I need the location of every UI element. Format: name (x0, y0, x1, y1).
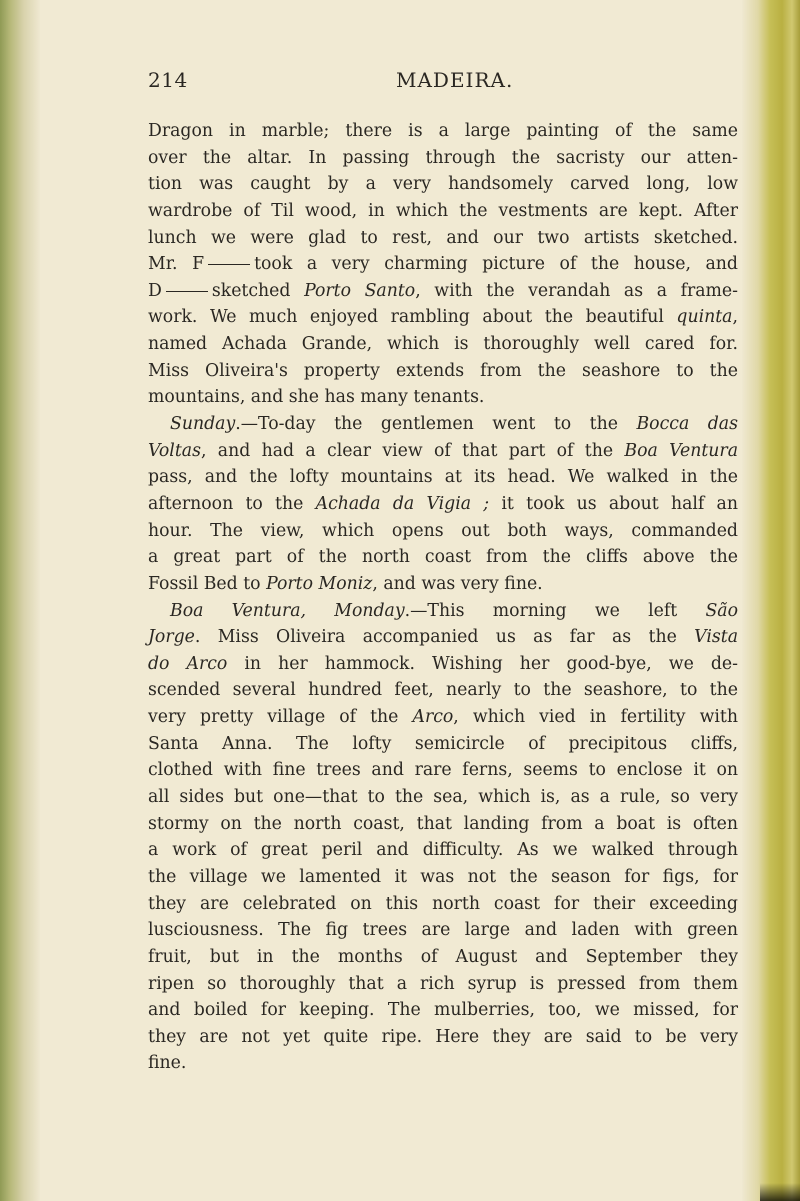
text-line: pass, and the lofty mountains at its head. We walked in the (148, 467, 738, 488)
text-line: the village we lamented it was not the season for figs, for (148, 866, 738, 887)
page-corner-shadow (760, 1183, 800, 1201)
text-line: Jorge. Miss Oliveira accompanied us as far as the Vista (148, 627, 738, 648)
text-line: scended several hundred feet, nearly to the seashore, to the (148, 680, 738, 701)
text-line: a great part of the north coast from the cliffs above the (148, 547, 738, 568)
text-line: they are not yet quite ripe. Here they are said to be very (148, 1026, 738, 1047)
text-line: lunch we were glad to rest, and our two artists sketched. (148, 227, 738, 248)
text-line: Boa Ventura, Monday.—This morning we left São (170, 600, 738, 621)
text-line: lusciousness. The fig trees are large and laden with green (148, 920, 738, 941)
text-line: named Achada Grande, which is thoroughly well cared for. (148, 334, 738, 355)
text-line: a work of great peril and difficulty. As we walked through (148, 840, 738, 861)
text-line: ripen so thoroughly that a rich syrup is pressed from them (148, 973, 738, 994)
text-line: Voltas, and had a clear view of that part of the Boa Ventura (148, 440, 738, 461)
text-line: mountains, and she has many tenants. (148, 387, 485, 408)
text-line: Sunday.—To-day the gentlemen went to the Bocca das (170, 414, 738, 435)
text-line: D sketched Porto Santo, with the verandah as a frame- (148, 280, 738, 301)
name-dash (166, 291, 208, 292)
text-line: do Arco in her hammock. Wishing her good-bye, we de- (148, 653, 738, 674)
running-head: MADEIRA. (396, 68, 514, 92)
page-number: 214 (148, 68, 188, 92)
right-page-edge (742, 0, 800, 1201)
text-line: all sides but one—that to the sea, which is, as a rule, so very (148, 787, 738, 808)
text-line: Mr. F took a very charming picture of the house, and (148, 254, 738, 275)
text-line: very pretty village of the Arco, which vied in fertility with (148, 707, 738, 728)
text-line: clothed with fine trees and rare ferns, seems to enclose it on (148, 760, 738, 781)
text-line: they are celebrated on this north coast for their exceeding (148, 893, 738, 914)
page-header (148, 60, 748, 100)
text-line: Fossil Bed to Porto Moniz, and was very fine. (148, 573, 543, 594)
body-text (148, 118, 738, 1077)
text-line: afternoon to the Achada da Vigia ; it took us about half an (148, 493, 738, 514)
text-line: work. We much enjoyed rambling about the beautiful quinta, (148, 307, 738, 328)
text-line: stormy on the north coast, that landing from a boat is often (148, 813, 738, 834)
text-line: hour. The view, which opens out both ways, commanded (148, 520, 738, 541)
text-line: fine. (148, 1053, 187, 1074)
left-page-edge (0, 0, 40, 1201)
text-line: Dragon in marble; there is a large painting of the same (148, 121, 738, 141)
text-line: tion was caught by a very handsomely carved long, low (148, 174, 738, 195)
text-line: fruit, but in the months of August and September they (148, 946, 738, 967)
name-dash (208, 264, 250, 265)
text-line: over the altar. In passing through the sacristy our atten- (148, 147, 738, 168)
text-line: and boiled for keeping. The mulberries, too, we missed, for (148, 1000, 738, 1021)
text-line: Miss Oliveira's property extends from the seashore to the (148, 360, 738, 381)
text-line: wardrobe of Til wood, in which the vestments are kept. After (148, 200, 738, 221)
text-line: Santa Anna. The lofty semicircle of precipitous cliffs, (148, 733, 738, 754)
